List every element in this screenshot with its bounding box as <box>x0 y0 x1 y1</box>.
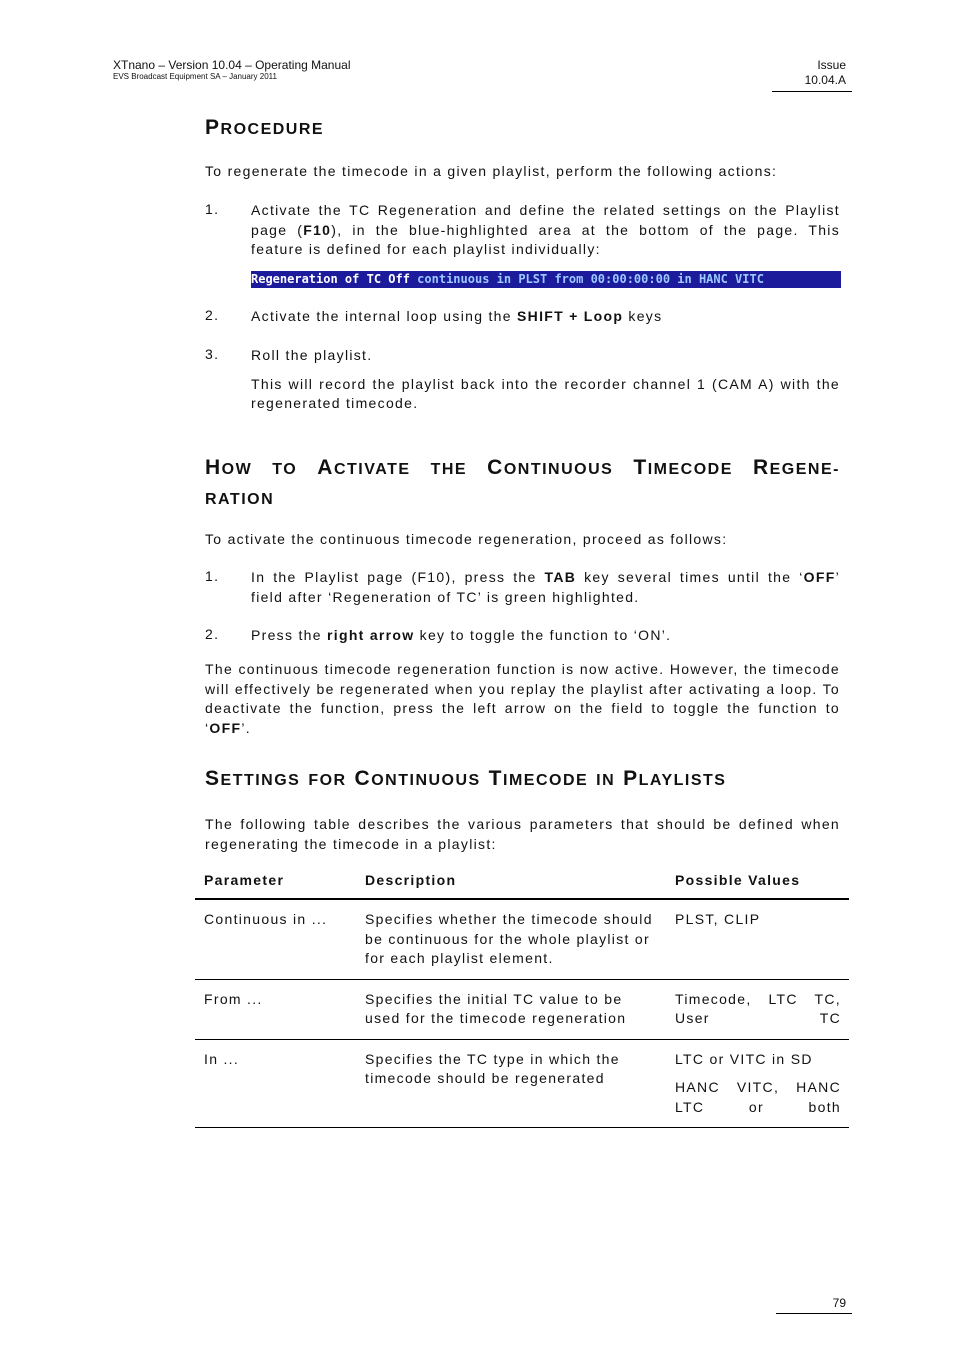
header-parameter: Parameter <box>195 868 356 899</box>
settings-heading: SETTINGS FOR CONTINUOUS TIMECODE IN PLAYLISTS <box>205 767 727 790</box>
settings-intro: The following table describes the various parameters that should be defined when regenerating the timecode in a playlist: <box>205 816 840 852</box>
key-shift-loop: SHIFT + Loop <box>517 308 624 324</box>
table-header-row <box>195 868 849 899</box>
document-title: XTnano – Version 10.04 – Operating Manual <box>113 58 351 72</box>
document-subtitle: EVS Broadcast Equipment SA – January 2011 <box>113 72 277 81</box>
table-row <box>195 899 849 979</box>
regeneration-status-bar: Regeneration of TC Off continuous in PLST from 00:00:00:00 in HANC VITC <box>251 271 841 288</box>
footer-rule <box>776 1313 852 1314</box>
key-off: OFF <box>803 569 836 585</box>
header-description: Description <box>356 868 666 899</box>
desc-cell: Specifies the TC type in which the timecode should be regenerated <box>356 1039 666 1128</box>
header-possible-values: Possible Values <box>666 868 849 899</box>
howto-paragraph: The continuous timecode regeneration function is now active. However, the timecode will effectively be regenerated when you replay the playlist after activating a loop. To deactivate the function, press the left arrow on the field to toggle the function to ‘OFF’. <box>205 661 840 736</box>
values-cell: Timecode, LTC TC, User TC <box>666 979 849 1039</box>
desc-cell: Specifies the initial TC value to be used for the timecode regeneration <box>356 979 666 1039</box>
param-cell: Continuous in ... <box>195 899 356 979</box>
parameters-table <box>195 868 849 1128</box>
values-cell: LTC or VITC in SD HANC VITC, HANC LTC or both <box>666 1039 849 1128</box>
header-rule <box>772 91 852 92</box>
table-row <box>195 979 849 1039</box>
table-row <box>195 1039 849 1128</box>
page-header-left <box>113 58 351 81</box>
issue-value: 10.04.A <box>804 73 846 87</box>
page-number: 79 <box>832 1296 846 1310</box>
howto-heading: HOW TO ACTIVATE THE CONTINUOUS TIMECODE REGENE- RATION <box>205 456 840 508</box>
param-cell: From ... <box>195 979 356 1039</box>
key-f10: F10 <box>303 221 332 238</box>
desc-cell: Specifies whether the timecode should be continuous for the whole playlist or for each playlist element. <box>356 899 666 979</box>
issue-label: Issue <box>817 58 846 72</box>
values-cell: PLST, CLIP <box>666 899 849 979</box>
procedure-intro: To regenerate the timecode in a given playlist, perform the following actions: <box>205 163 778 179</box>
key-tab: TAB <box>544 569 577 585</box>
howto-intro: To activate the continuous timecode regeneration, proceed as follows: <box>205 531 728 547</box>
param-cell: In ... <box>195 1039 356 1128</box>
regeneration-label: Regeneration of TC Off <box>251 272 410 286</box>
page-header-right <box>805 58 846 88</box>
key-right-arrow: right arrow <box>327 627 415 643</box>
procedure-step-3-detail: This will record the playlist back into the recorder channel 1 (CAM A) with the regenerated timecode. <box>251 375 840 411</box>
procedure-heading: PROCEDURE <box>205 116 325 139</box>
